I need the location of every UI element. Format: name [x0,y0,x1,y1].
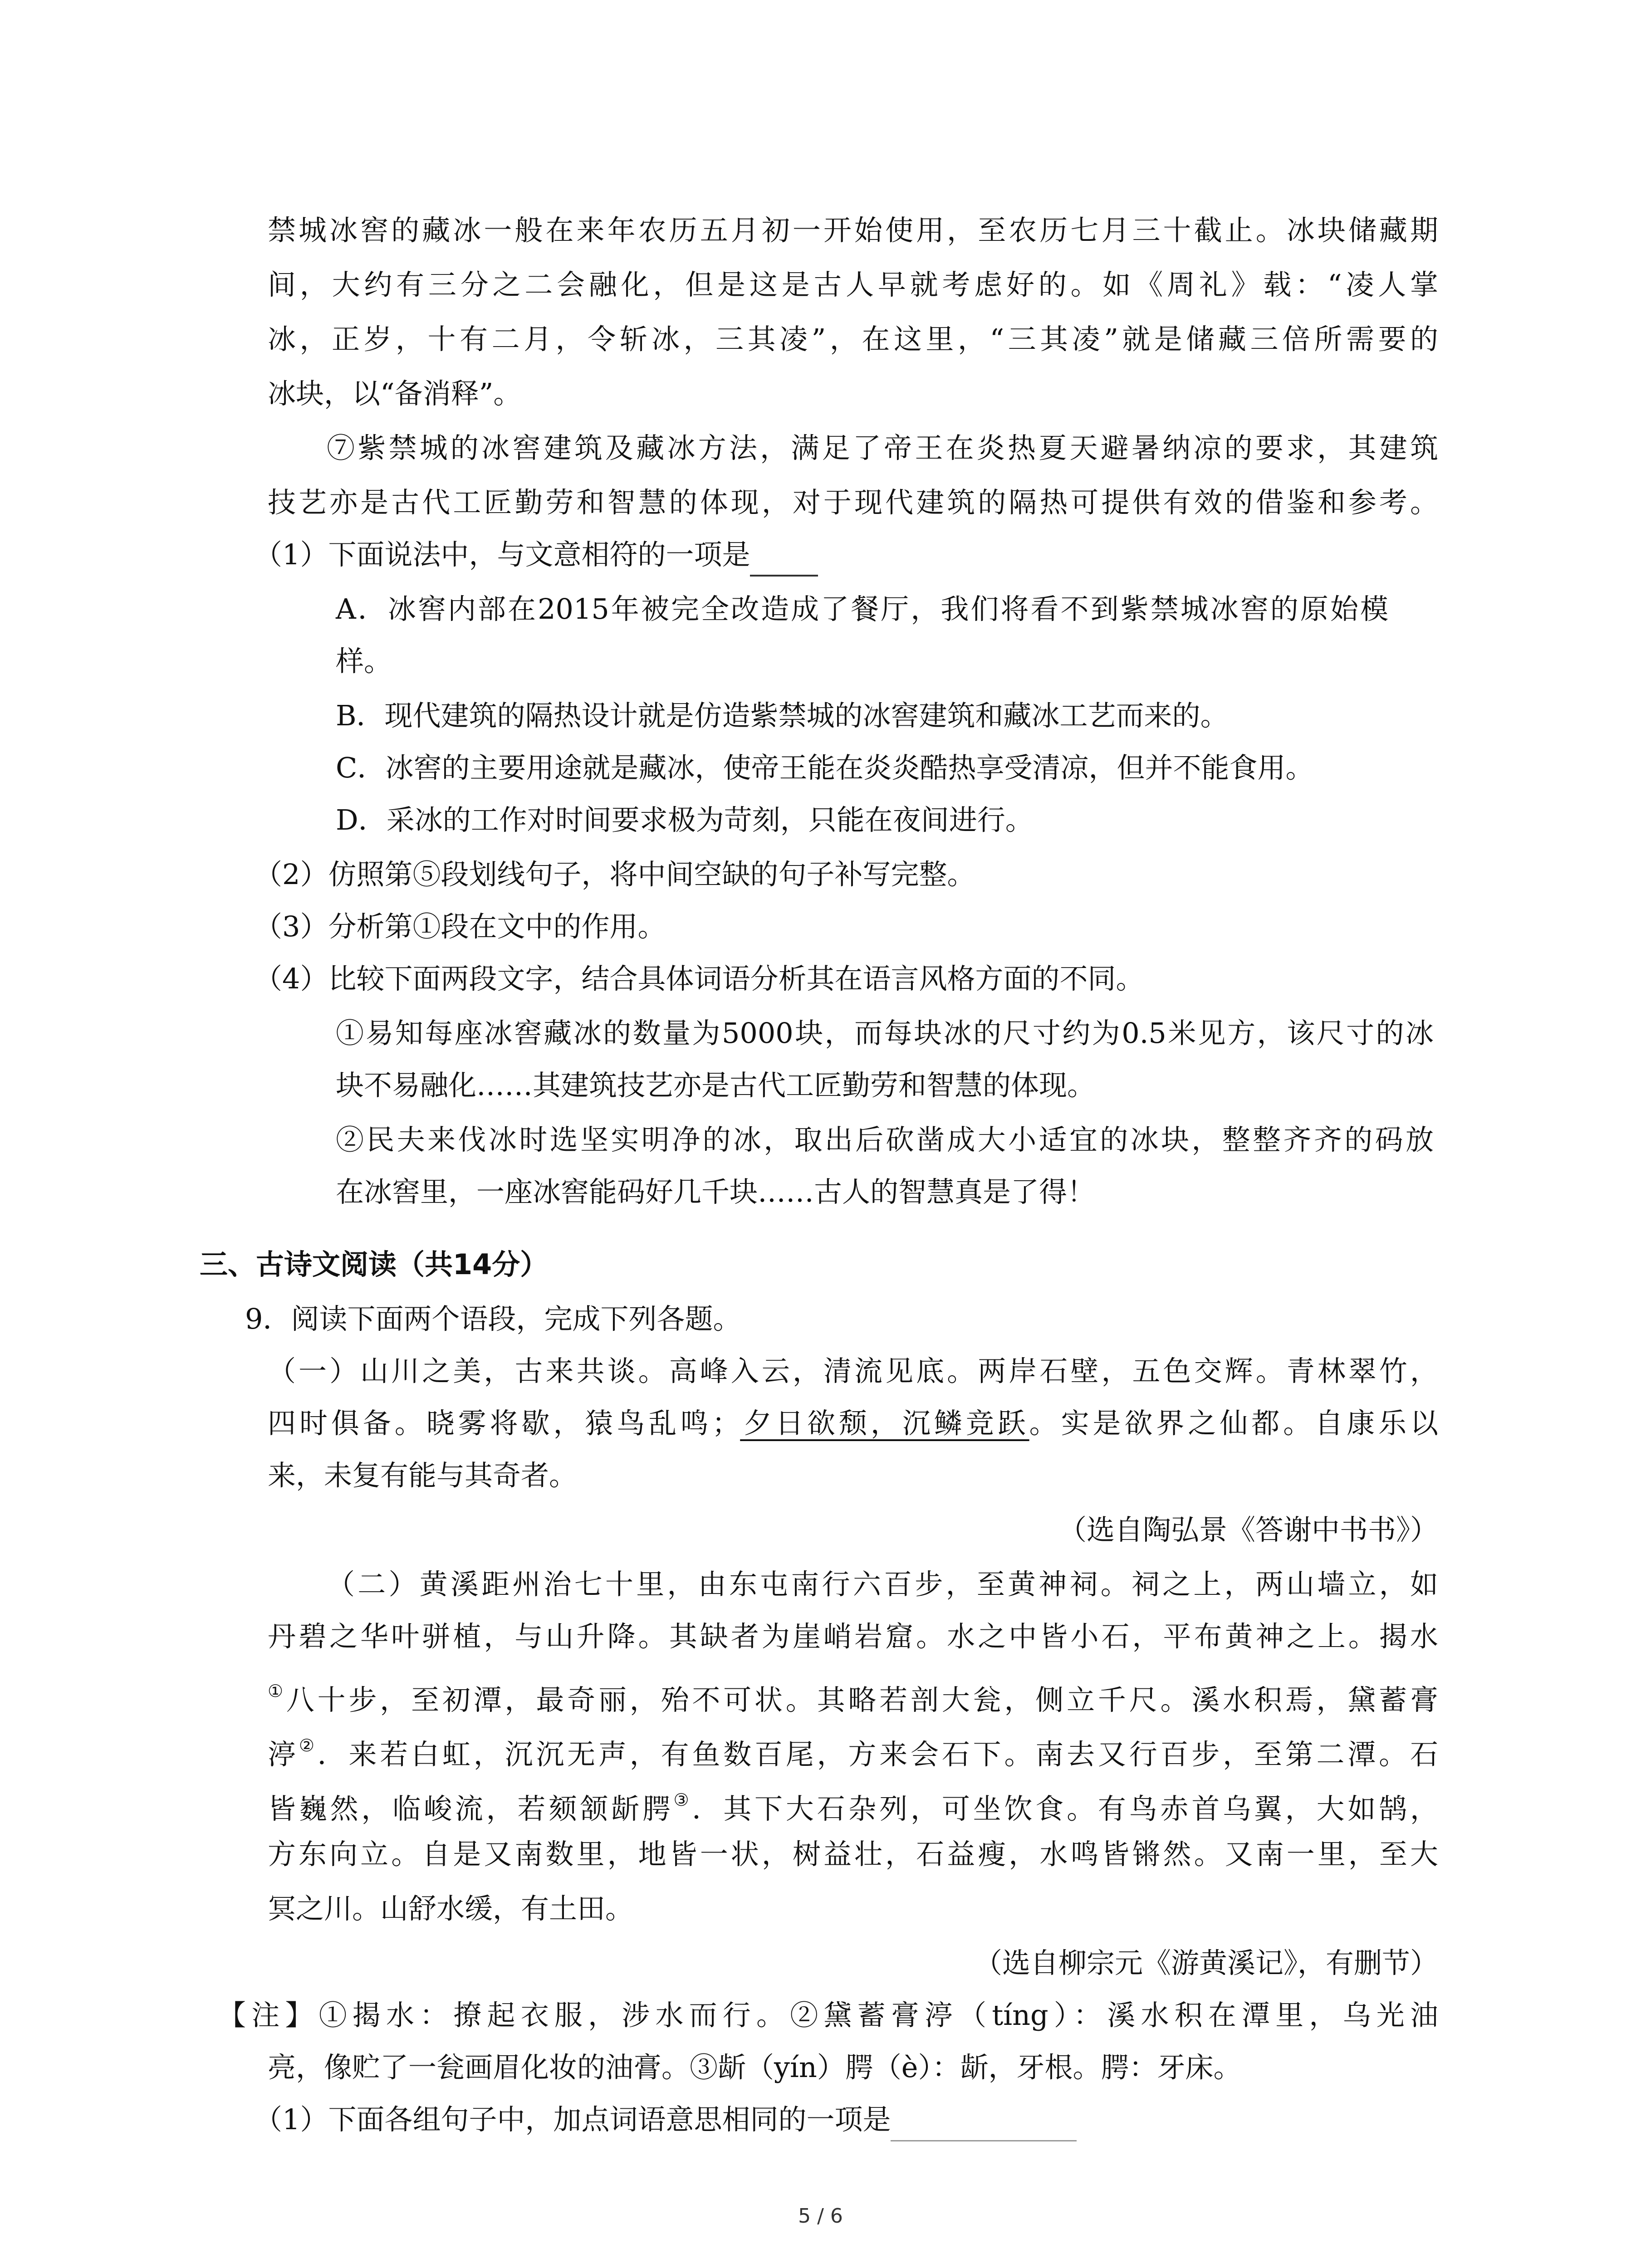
option-a-line: A．冰窖内部在2015年被完全改造成了餐厅，我们将看不到紫禁城冰窖的原始模 [336,592,1388,626]
passage-2-source: （选自柳宗元《游黄溪记》，有删节） [974,1946,1438,1980]
underlined-sentence: 夕日欲颓，沉鳞竞跃 [740,1407,1029,1440]
passage-2-line: 丹碧之华叶骈植，与山升降。其缺者为崖峭岩窟。水之中皆小石，平布黄神之上。揭水 [268,1620,1438,1653]
question-4: （4）比较下面两段文字，结合具体词语分析其在语言风格方面的不同。 [254,962,1144,995]
footnote-marker: ③ [673,1790,692,1810]
footnote-marker: ② [299,1735,318,1755]
passage-2-line [268,1778,1438,1831]
body-text-line: 冰，正岁，十有二月，令斩冰，三其凌”，在这里，“三其凌”就是储藏三倍所需要的 [268,323,1438,356]
question-2: （2）仿照第⑤段划线句子，将中间空缺的句子补写完整。 [254,858,975,891]
option-c: C．冰窖的主要用途就是藏冰，使帝王能在炎炎酷热享受清凉，但并不能食用。 [336,751,1314,784]
question-9: 9．阅读下面两个语段，完成下列各题。 [245,1302,741,1335]
annotation-line: 【注】①揭水：撩起衣服，涉水而行。②黛蓄膏渟（tíng）：溪水积在潭里，乌光油 [218,1999,1438,2032]
answer-blank[interactable] [891,2113,1077,2141]
passage-1-line: （一）山川之美，古来共谈。高峰入云，清流见底。两岸石壁，五色交辉。青林翠竹， [268,1354,1438,1388]
body-text-line: 冰块，以“备消释”。 [268,377,522,410]
passage-2-text: ．来若白虹，沉沉无声，有鱼数百尾，方来会石下。南去又行百步，至第二潭。石 [317,1738,1438,1771]
passage-2-line [268,1669,1438,1722]
section-heading: 三、古诗文阅读（共14分） [200,1248,549,1281]
footnote-marker: ① [268,1681,286,1701]
page-number: 5 / 6 [798,2204,843,2228]
question-3: （3）分析第①段在文中的作用。 [254,910,666,943]
question-1 [254,533,1425,577]
option-b: B．现代建筑的隔热设计就是仿造紫禁城的冰窖建筑和藏冰工艺而来的。 [336,699,1229,732]
passage-2-line: （二）黄溪距州治七十里，由东屯南行六百步，至黄神祠。祠之上，两山墙立，如 [327,1568,1438,1601]
option-d: D．采冰的工作对时间要求极为苛刻，只能在夜间进行。 [336,803,1034,836]
annotation-line: 亮，像贮了一瓮画眉化妆的油膏。③龂（yín）腭（è）：龂，牙根。腭：牙床。 [268,2051,1242,2084]
comparison-text-2-line: 在冰窖里，一座冰窖能码好几千块……古人的智慧真是了得！ [336,1175,1096,1208]
comparison-text-1-line: ①易知每座冰窖藏冰的数量为5000块，而每块冰的尺寸约为0.5米见方，该尺寸的冰 [336,1017,1434,1050]
passage-2-text: 渟 [268,1738,299,1771]
answer-blank[interactable] [750,547,818,577]
body-text-line: 间，大约有三分之二会融化，但是这是古人早就考虑好的。如《周礼》载：“凌人掌 [268,268,1438,301]
passage-1-source: （选自陶弘景《答谢中书书》） [1058,1513,1438,1546]
passage-2-text: 皆巍然，临峻流，若颏颔龂腭 [268,1792,674,1825]
passage-2-line [268,1724,1438,1776]
question-9-1-text: （1）下面各组句子中，加点词语意思相同的一项是 [254,2103,891,2136]
comparison-text-2-line: ②民夫来伐冰时选坚实明净的冰，取出后砍凿成大小适宜的冰块，整整齐齐的码放 [336,1123,1434,1156]
question-1-text: （1）下面说法中，与文意相符的一项是 [254,538,750,571]
passage-1-text: 四时俱备。晓雾将歇，猿鸟乱鸣； [268,1407,740,1440]
comparison-text-1-line: 块不易融化……其建筑技艺亦是古代工匠勤劳和智慧的体现。 [336,1069,1096,1102]
option-a-line: 样。 [336,645,392,678]
paragraph-7-line: 技艺亦是古代工匠勤劳和智慧的体现，对于现代建筑的隔热可提供有效的借鉴和参考。 [268,486,1438,519]
passage-2-line: 方东向立。自是又南数里，地皆一状，树益壮，石益瘦，水鸣皆锵然。又南一里，至大 [268,1838,1438,1871]
question-9-1 [254,2098,1425,2141]
passage-1-line: 来，未复有能与其奇者。 [268,1459,578,1492]
passage-2-text: 八十步，至初潭，最奇丽，殆不可状。其略若剖大瓮，侧立千尺。溪水积焉，黛蓄膏 [286,1683,1438,1716]
passage-1-line [268,1402,1438,1445]
passage-2-line: 冥之川。山舒水缓，有土田。 [268,1892,634,1925]
passage-1-text: 。实是欲界之仙都。自康乐以 [1029,1407,1438,1440]
passage-2-text: ．其下大石杂列，可坐饮食。有鸟赤首乌翼，大如鹄， [692,1792,1438,1825]
paragraph-7-line: ⑦紫禁城的冰窖建筑及藏冰方法，满足了帝王在炎热夏天避暑纳凉的要求，其建筑 [327,431,1438,464]
body-text-line: 禁城冰窖的藏冰一般在来年农历五月初一开始使用，至农历七月三十截止。冰块储藏期 [268,214,1438,247]
